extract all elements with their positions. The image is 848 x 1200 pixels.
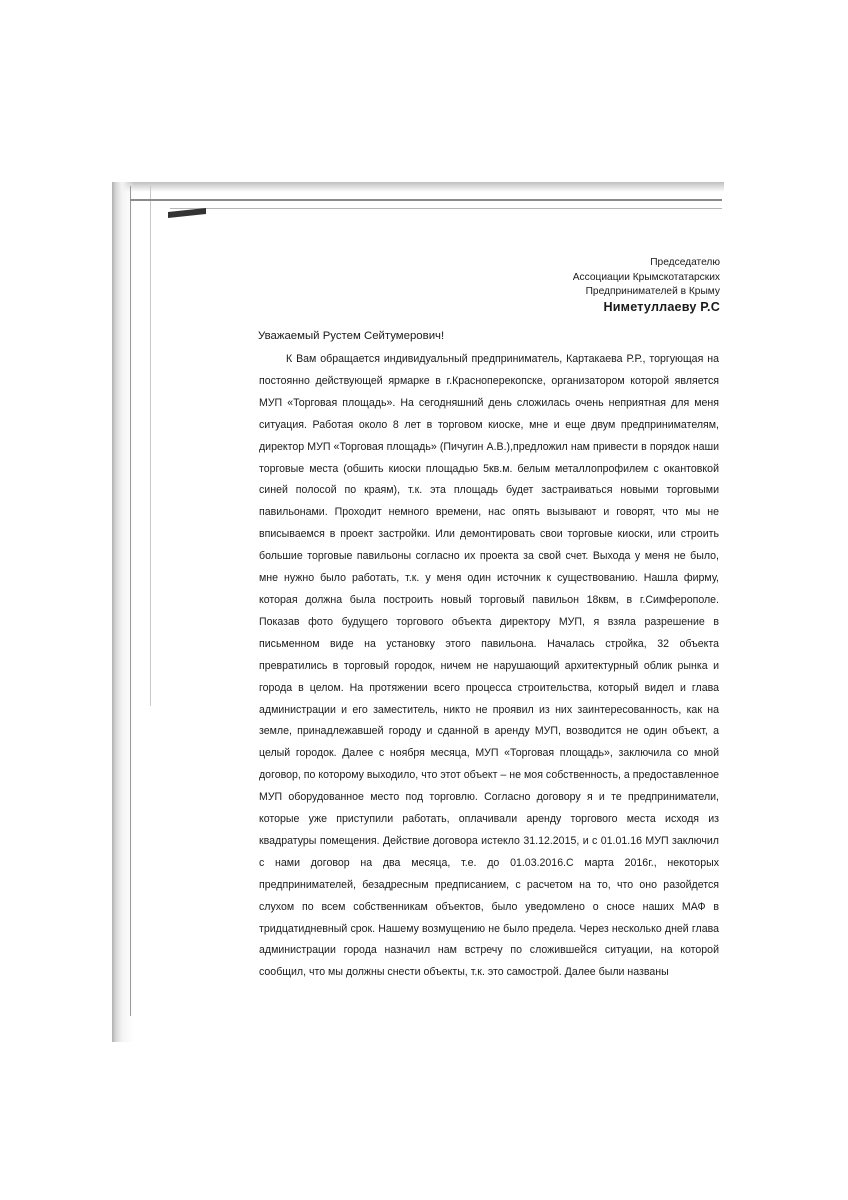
scan-edge-line xyxy=(130,186,131,1016)
scan-edge-line xyxy=(150,186,151,706)
body-paragraph: К Вам обращается индивидуальный предприниматель, Картакаева Р.Р., торгующая на постоянно действующей ярмарке в г.Красноперекопске, организатором которой является МУП «Торговая площадь». На сегодняшний день сложилась очень неприятная для меня ситуация. Работая около 8 лет в торговом киоске, мне и еще двум предпринимателям, директор МУП «Торговая площадь» (Пичугин А.В.),предложил нам привести в порядок наши торговые места (обшить киоски площадью 5кв.м. белым металлопрофилем с окантовкой синей полосой по краям), т.к. эта площадь будет застраиваться новыми торговыми павильонами. Проходит немного времени, нас опять вызывают и говорят, что мы не вписываемся в проект застройки. Или демонтировать свои торговые киоски, или строить большие торговые павильоны согласно их проекта за свой счет. Выхода у меня не было, мне нужно было работать, т.к. у меня один источник к существованию. Нашла фирму, которая должна была построить новый торговый павильон 18квм, в г.Симферополе. Показав фото будущего торгового объекта директору МУП, я взяла разрешение в письменном виде на установку этого павильона. Началась стройка, 32 объекта превратились в торговый городок, ничем не нарушающий архитектурный облик рынка и города в целом. На протяжении всего процесса строительства, который видел и глава администрации и его заместитель, никто не проявил из них заинтересованность, как на земле, принадлежавшей городу и сданной в аренду МУП, возводится не один объект, а целый городок. Далее с ноября месяца, МУП «Торговая площадь», заключила со мной договор, по которому выходило, что этот объект – не моя собственность, а предоставленное МУП оборудованное место под торговлю. Согласно договору я и те предприниматели, которые уже приступили работать, оплачивали аренду торгового места исходя из квадратуры помещения. Действие договора истекло 31.12.2015, и с 01.01.16 МУП заключил с нами договор на два месяца, т.е. до 01.03.2016.С марта 2016г., некоторых предпринимателей, безадресным предписанием, с расчетом на то, что оно разойдется слухом по всем собственникам объектов, было уведомлено о сносе наших МАФ в тридцатидневный срок. Нашему возмущению не было предела. Через несколько дней глава администрации города назначил нам встречу по сложившейся ситуации, на которой сообщил, что мы должны снести объекты, т.к. это самострой. Далее были названы xyxy=(259,353,719,979)
scan-edge-line xyxy=(130,199,722,201)
addressee-line-1: Председателю xyxy=(650,257,720,268)
addressee-line-2: Ассоциации Крымскотатарских xyxy=(572,271,720,283)
scan-edge-top xyxy=(112,182,724,192)
scan-edge-line xyxy=(170,208,722,209)
letter-body xyxy=(259,349,719,984)
addressee-line-3: Предпринимателей в Крыму xyxy=(585,286,720,298)
addressee-block xyxy=(420,256,720,314)
addressee-name: Ниметуллаеву Р.С xyxy=(603,299,720,314)
greeting: Уважаемый Рустем Сейтумерович! xyxy=(258,330,445,342)
